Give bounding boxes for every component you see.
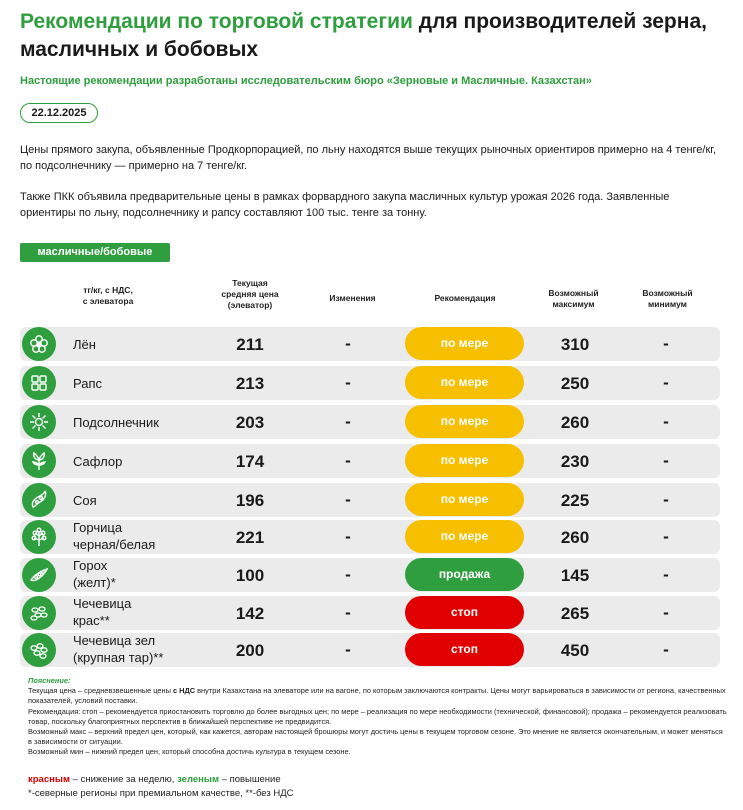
summary-paragraph-2: Также ПКК объявила предварительные цены в рамках форвардного закупа масличных культур урожая 2026 года. Заявленные ориентиры по льну, подсолнечнику и рапсу составляют 100 тыс. тенге за тонну. [20, 191, 670, 219]
crop-name [73, 632, 163, 666]
price-value: 100 [235, 566, 265, 585]
notes-line-1b: с НДС [172, 686, 196, 696]
flax-flower-icon [22, 327, 56, 361]
table-row [20, 444, 720, 478]
summary-paragraph-1: Цены прямого закупа, объявленные Продкорпорацией, по льну находятся выше текущих рыночных ориентиров примерно на 4 тенге/кг, по подсолнечнику — примерно на 7 тенге/кг. [20, 144, 717, 172]
pea-pod-icon [22, 558, 56, 592]
page-title-highlight: Рекомендации по торговой стратегии [20, 10, 413, 33]
change-value: - [345, 334, 351, 353]
header-min-line1: Возможный [642, 288, 693, 298]
header-max [536, 288, 611, 310]
page-title-rest: для производителей зерна, масличных и бобовых [20, 10, 707, 61]
price-value: 200 [235, 641, 265, 660]
legend-colors [28, 773, 294, 787]
recommendation-badge: по мере [405, 483, 524, 516]
price-value: 174 [235, 452, 265, 471]
crop-name: Сафлор [73, 454, 123, 469]
header-unit [68, 285, 148, 307]
min-value: - [663, 373, 669, 392]
table-row [20, 558, 720, 592]
max-value: 265 [560, 604, 590, 623]
change-value: - [345, 527, 351, 546]
recommendation-badge: по мере [405, 366, 524, 399]
price-value: 203 [235, 413, 265, 432]
table-row [20, 520, 720, 554]
change-value: - [345, 565, 351, 584]
max-value: 250 [560, 374, 590, 393]
max-value: 450 [560, 641, 590, 660]
table-row [20, 633, 720, 667]
price-value: 211 [236, 335, 264, 354]
notes-line-3: Возможный макс – верхний предел цен, который, как кажется, авторам настоящей брошюры могут достичь цены в текущем торговом сезоне. Это мнение не является окончательным, и может меняться в зависимости от ситуации. [28, 727, 723, 747]
min-value: - [663, 565, 669, 584]
header-max-line1: Возможный [548, 288, 599, 298]
rapeseed-icon [22, 366, 56, 400]
header-min [630, 288, 705, 310]
crop-name: Подсолнечник [73, 415, 159, 430]
min-value: - [663, 451, 669, 470]
legend-red-text: – снижение за неделю, [70, 774, 178, 785]
crop-name-line1: Горох [73, 558, 108, 573]
max-value: 230 [560, 452, 590, 471]
header-change: Изменения [329, 293, 376, 303]
min-value: - [663, 640, 669, 659]
min-value: - [663, 490, 669, 509]
crop-name: Соя [73, 493, 97, 508]
change-value: - [345, 640, 351, 659]
crop-name [73, 557, 116, 591]
recommendation-badge: по мере [405, 444, 524, 477]
change-value: - [345, 373, 351, 392]
mustard-icon [22, 520, 56, 554]
price-value: 213 [235, 374, 265, 393]
price-value: 196 [235, 491, 265, 510]
header-price-line1: Текущая [232, 278, 268, 288]
crop-name-line1: Чечевица зел [73, 633, 156, 648]
crop-name-line1: Чечевица [73, 596, 132, 611]
max-value: 260 [560, 413, 590, 432]
table-row [20, 596, 720, 630]
recommendation-badge: по мере [405, 405, 524, 438]
change-value: - [345, 451, 351, 470]
recommendation-badge: продажа [405, 558, 524, 591]
legend-block [28, 773, 294, 801]
soybean-icon [22, 483, 56, 517]
change-value: - [345, 603, 351, 622]
max-value: 260 [560, 528, 590, 547]
crop-name-line2: (желт)* [73, 575, 116, 590]
header-max-line2: максимум [552, 299, 595, 309]
crop-name [73, 519, 155, 553]
recommendation-badge: стоп [405, 596, 524, 629]
date-badge: 22.12.2025 [20, 103, 98, 123]
recommendation-badge: по мере [405, 520, 524, 553]
page-title [20, 8, 720, 64]
table-row [20, 366, 720, 400]
crop-name [73, 595, 131, 629]
price-value: 142 [235, 604, 265, 623]
crop-name-line2: черная/белая [73, 537, 156, 552]
green-lentil-icon [22, 633, 56, 667]
section-tag: масличные/бобовые [20, 243, 170, 262]
legend-red-word: красным [28, 774, 71, 785]
table-row [20, 405, 720, 439]
red-lentil-icon [22, 596, 56, 630]
subtitle: Настоящие рекомендации разработаны исследовательским бюро «Зерновые и Масличные. Казахстан» [20, 75, 592, 87]
legend-green-word: зеленым [177, 774, 220, 785]
notes-line-1 [28, 686, 728, 706]
change-value: - [345, 412, 351, 431]
recommendation-badge: по мере [405, 327, 524, 360]
max-value: 145 [560, 566, 590, 585]
min-value: - [663, 412, 669, 431]
notes-block [28, 676, 728, 758]
recommendation-badge: стоп [405, 633, 524, 666]
safflower-icon [22, 444, 56, 478]
header-recommendation: Рекомендация [434, 293, 496, 303]
notes-line-1a: Текущая цена – средневзвешенные цены [28, 686, 173, 696]
crop-name-line2: (крупная тар)** [73, 650, 164, 665]
crop-name: Лён [73, 337, 96, 352]
header-unit-line2: с элеватора [82, 296, 134, 306]
header-unit-line1: тг/кг, с НДС, [83, 285, 133, 295]
header-price-line3: (элеватор) [227, 300, 273, 310]
legend-footnote: *-северные регионы при премиальном качестве, **-без НДС [28, 788, 294, 799]
table-row [20, 327, 720, 361]
max-value: 225 [560, 491, 590, 510]
crop-name-line1: Горчица [73, 520, 123, 535]
table-row [20, 483, 720, 517]
price-value: 221 [235, 528, 265, 547]
notes-line-1c: внутри Казахстана на элеваторе или на вагоне, по которым заключаются контракты. Цены могут варьироваться в зависимости от региона, качественных показателей, условий поставки. [28, 686, 726, 706]
header-min-line2: минимум [648, 299, 687, 309]
change-value: - [345, 490, 351, 509]
min-value: - [663, 527, 669, 546]
crop-name-line2: крас** [73, 613, 110, 628]
max-value: 310 [560, 335, 590, 354]
notes-line-2: Рекомендация: стоп – рекомендуется приостановить торговлю до более выгодных цен; по мере – реализация по мере необходимости (технической, финансовой); продажа – рекомендуется реализовать товар, поскольку благоприятных перспектив в ближайшей перспективе не предвидится. [28, 706, 727, 726]
min-value: - [663, 334, 669, 353]
header-price-line2: средняя цена [221, 289, 279, 299]
sunflower-icon [22, 405, 56, 439]
min-value: - [663, 603, 669, 622]
notes-heading: Пояснение: [28, 676, 71, 685]
crop-name: Рапс [73, 376, 103, 391]
notes-line-4: Возможный мин – нижний предел цен, который способна достичь культура в текущем сезоне. [28, 747, 351, 757]
header-price [210, 278, 290, 311]
legend-green-text: – повышение [219, 774, 281, 785]
